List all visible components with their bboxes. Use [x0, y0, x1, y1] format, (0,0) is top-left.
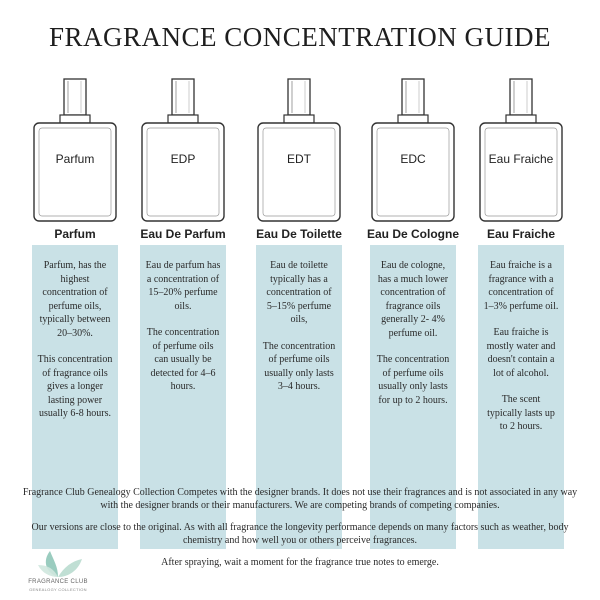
column-title: Parfum [54, 227, 96, 241]
leaf-logo-icon [28, 547, 88, 579]
description-paragraph: Eau fraiche is a fragrance with a concentration of 1–3% perfume oil. [483, 260, 559, 312]
description-paragraph: The scent typically lasts up to 2 hours. [487, 394, 555, 432]
bottle-illustration [370, 75, 480, 225]
bottle-label: Parfum [55, 152, 95, 166]
logo-subtitle: GENEALOGY COLLECTION [29, 587, 87, 592]
description-paragraph: Parfum, has the highest concentration of perfume oils, typically between 20–30%. [39, 260, 111, 339]
column-title: Eau De Parfum [140, 227, 226, 241]
description-paragraph: The concentration of perfume oils usually only lasts for up to 2 hours. [376, 354, 450, 406]
description-paragraph: Eau de parfum has a concentration of 15–20% perfume oils. [145, 260, 221, 312]
description-paragraph: Eau fraiche is mostly water and doesn't contain a lot of alcohol. [486, 327, 556, 379]
page-title: FRAGRANCE CONCENTRATION GUIDE [48, 22, 551, 52]
column-edt [256, 75, 366, 392]
bottle-label: EDC [400, 152, 426, 166]
bottle-icon [256, 75, 366, 225]
brand-logo [28, 547, 88, 599]
column-edc [366, 75, 480, 406]
bottle-icon [140, 75, 250, 225]
bottle-label: EDP [170, 152, 196, 166]
description-paragraph: The concentration of perfume oils can usually be detected for 4–6 hours. [146, 327, 220, 392]
bottle-label: EDT [287, 152, 311, 166]
description-paragraph: Eau de toilette typically has a concentration of 5–15% perfume oils, [266, 260, 332, 325]
bottle-illustration [478, 75, 588, 225]
column-title: Eau De Cologne [366, 227, 459, 241]
bottle-label: Eau Fraiche [488, 152, 554, 166]
disclaimer-footer [0, 486, 600, 569]
column-title: Eau De Toilette [256, 227, 342, 241]
disclaimer-text: Fragrance Club Genealogy Collection Competes with the designer brands. It does not use their fragrances and is not associated in any way with the designer brands or their manufacturers. We are competing brands of competing companies. [22, 487, 578, 511]
disclaimer-text: After spraying, wait a moment for the fragrance true notes to emerge. [161, 557, 439, 568]
bottle-illustration [256, 75, 366, 225]
bottle-illustration [140, 75, 250, 225]
column-eau-fraiche [478, 75, 588, 432]
bottle-icon [370, 75, 480, 225]
bottle-icon [32, 75, 142, 225]
disclaimer-text: Our versions are close to the original. As with all fragrance the longevity performance depends on many factors such as weather, body chemistry and how well you or others perceive fragrances. [31, 522, 569, 546]
column-parfum [32, 75, 142, 419]
bottle-icon [478, 75, 588, 225]
bottle-illustration [32, 75, 142, 225]
column-edp [140, 75, 250, 392]
description-paragraph: This concentration of fragrance oils gives a longer lasting power usually 6-8 hours. [37, 354, 113, 419]
description-paragraph: Eau de cologne, has a much lower concentration of fragrance oils generally 2- 4% perfume oil. [377, 260, 449, 339]
column-title: Eau Fraiche [486, 227, 556, 241]
description-paragraph: The concentration of perfume oils usually only lasts 3–4 hours. [262, 340, 336, 392]
logo-title: FRAGRANCE CLUB [28, 579, 88, 585]
